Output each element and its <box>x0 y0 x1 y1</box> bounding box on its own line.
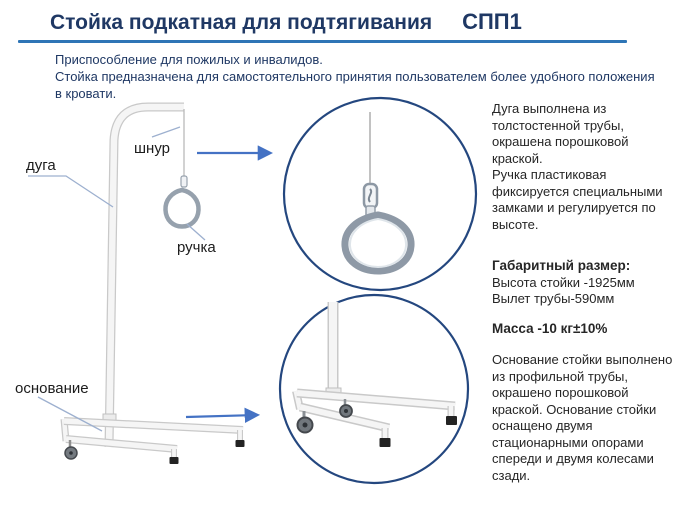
base-description: Основание стойки выполнено из профильной трубы, окрашено порошковой краской. Основание стойки оснащено двумя стационарными опорами спереди и двумя колесами сзади. <box>492 352 673 483</box>
intro-line-2: Стойка предназначена для самостоятельного принятия пользователем более удобного положения в кровати. <box>55 69 655 101</box>
dimensions-block <box>492 258 677 308</box>
model-number: СПП1 <box>462 9 522 34</box>
label-arc: дуга <box>26 157 56 174</box>
foot-cap-icon <box>236 440 245 447</box>
dimension-height: Высота стойки -1925мм <box>492 274 635 290</box>
dimensions-title: Габаритный размер: <box>492 258 631 273</box>
arc-leader-line <box>28 176 113 207</box>
arc-description-sentence-1: Дуга выполнена из толстостенной трубы, окрашена порошковой краской. <box>492 101 629 166</box>
dimension-reach: Вылет трубы-590мм <box>492 291 615 306</box>
stand-figure-icon <box>64 107 245 464</box>
label-base: основание <box>15 380 89 397</box>
foot-cap-icon <box>170 457 179 464</box>
label-cord: шнур <box>134 140 170 157</box>
handle-ring-icon <box>165 190 198 227</box>
cord-clip-icon <box>181 176 187 187</box>
arrow-to-base-zoom-icon <box>186 415 257 417</box>
arc-description-sentence-2: Ручка пластиковая фиксируется специальными замками и регулируется по высоте. <box>492 167 663 232</box>
cord-leader-line <box>152 127 180 137</box>
intro-line-1: Приспособление для пожилых и инвалидов. <box>55 52 323 67</box>
base-zoom-circle <box>280 295 468 483</box>
handle-leader-line <box>187 224 205 240</box>
foot-cap-icon <box>446 416 457 425</box>
foot-cap-icon <box>380 438 391 447</box>
label-handle: ручка <box>177 239 216 256</box>
base-leader-line <box>38 397 102 431</box>
handle-zoom-circle <box>284 98 476 290</box>
page-title-text: Стойка подкатная для подтягивания <box>50 11 433 34</box>
arc-description <box>492 101 677 233</box>
mass-line: Масса -10 кг±10% <box>492 321 608 336</box>
